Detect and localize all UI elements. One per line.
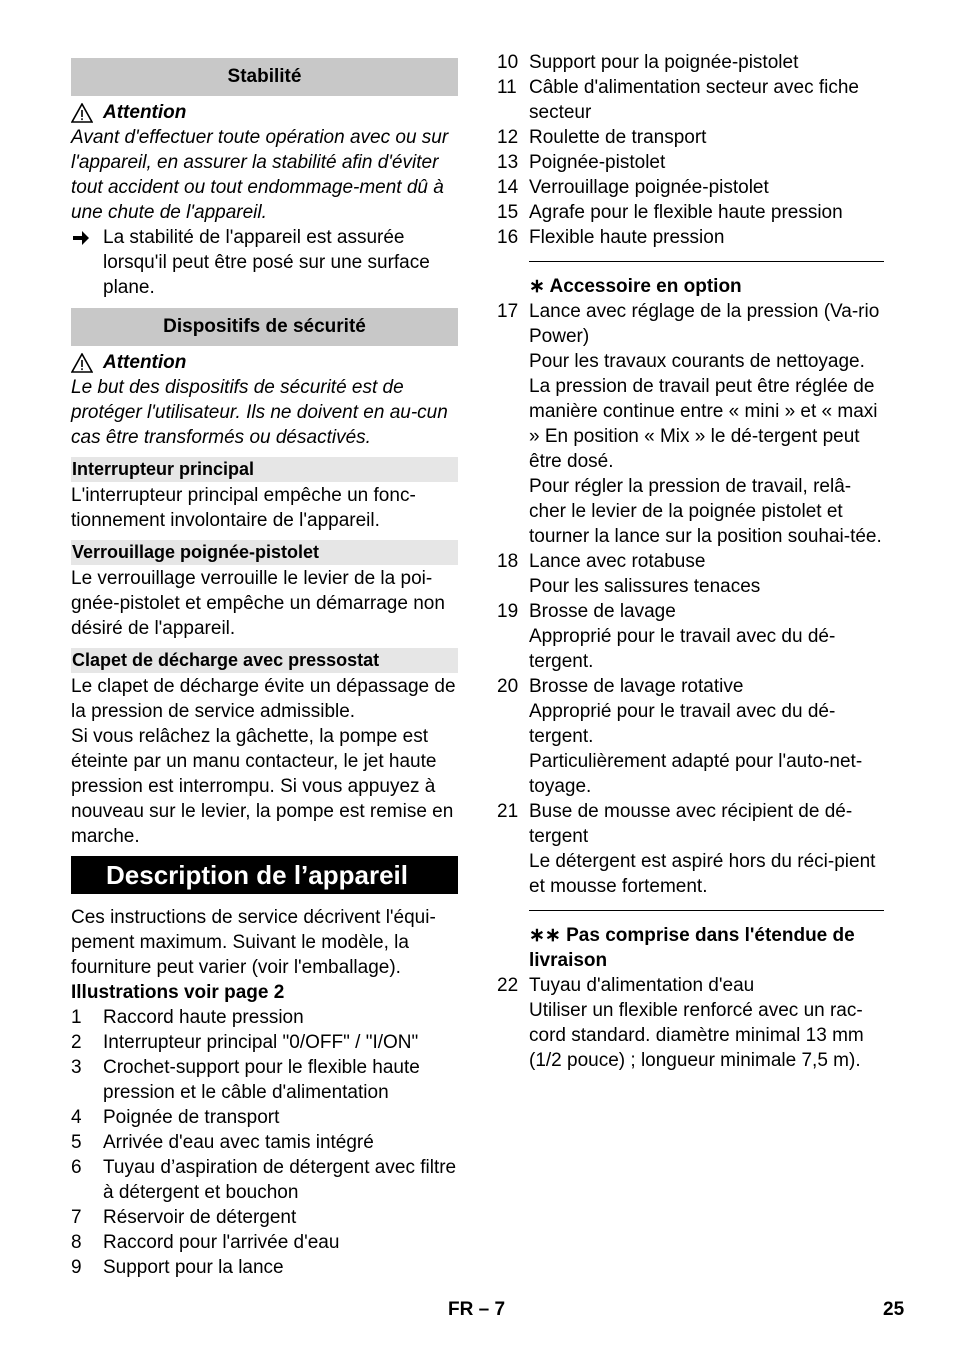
list-item xyxy=(497,973,884,1073)
list-item xyxy=(497,225,884,250)
parts-list-left xyxy=(71,1005,458,1280)
list-item xyxy=(71,1230,458,1255)
warning-triangle-icon xyxy=(71,103,93,123)
item-number: 11 xyxy=(497,77,517,98)
list-item xyxy=(497,549,884,599)
not-included-heading xyxy=(497,923,884,973)
item-number: 2 xyxy=(71,1032,82,1053)
item-number: 7 xyxy=(71,1207,82,1228)
item-number: 10 xyxy=(497,52,519,73)
item-text: Crochet-support pour le flexible haute pression et le câble d'alimentation xyxy=(103,1057,420,1103)
option-heading-text: Accessoire en option xyxy=(549,276,742,297)
item-number: 6 xyxy=(71,1157,82,1178)
right-column xyxy=(497,50,884,1073)
attention-label xyxy=(71,100,458,125)
item-number: 22 xyxy=(497,975,519,996)
item-number: 3 xyxy=(71,1057,82,1078)
item-text: Arrivée d'eau avec tamis intégré xyxy=(103,1132,374,1153)
divider xyxy=(529,910,884,911)
item-text: Lance avec réglage de la pression (Va-rio Power) xyxy=(529,301,880,347)
item-number: 18 xyxy=(497,551,519,572)
verrouillage-text: Le verrouillage verrouille le levier de la poi-gnée-pistolet et empêche un démarrage non désiré de l'appareil. xyxy=(71,568,445,639)
item-text: Flexible haute pression xyxy=(529,227,725,248)
item-text: Réservoir de détergent xyxy=(103,1207,297,1228)
list-item xyxy=(71,1130,458,1155)
list-item xyxy=(497,150,884,175)
list-item xyxy=(71,1155,458,1205)
divider xyxy=(529,261,884,262)
stability-note xyxy=(71,225,458,300)
item-text: Interrupteur principal "0/OFF" / "I/ON" xyxy=(103,1032,419,1053)
item-text: Tuyau d'alimentation d'eau xyxy=(529,975,755,996)
list-item xyxy=(497,125,884,150)
item-number: 19 xyxy=(497,601,519,622)
not-included-heading-text: Pas comprise dans l'étendue de livraison xyxy=(529,925,855,971)
item-description: Pour les salissures tenaces xyxy=(529,576,761,597)
item-description: Approprié pour le travail avec du dé-tergent. xyxy=(529,626,836,672)
item-text: Buse de mousse avec récipient de dé-tergent xyxy=(529,801,853,847)
item-number: 8 xyxy=(71,1232,82,1253)
item-description: Pour les travaux courants de nettoyage. La pression de travail peut être réglée de manière continue entre « mini » et « maxi » En position « Mix » le dé-tergent peut être dosé. xyxy=(529,351,878,472)
item-text: Brosse de lavage rotative xyxy=(529,676,744,697)
item-description: Pour régler la pression de travail, relâ-cher le levier de la poignée pistolet et tourner la lance sur la position souhai-tée. xyxy=(529,476,882,547)
item-number: 4 xyxy=(71,1107,82,1128)
item-number: 14 xyxy=(497,177,519,198)
list-item xyxy=(497,200,884,225)
item-text: Tuyau d’aspiration de détergent avec filtre à détergent et bouchon xyxy=(103,1157,457,1203)
item-text: Agrafe pour le flexible haute pression xyxy=(529,202,843,223)
stability-note-text: La stabilité de l'appareil est assurée lorsqu'il peut être posé sur une surface plane. xyxy=(103,227,430,298)
list-item xyxy=(71,1005,458,1030)
list-item xyxy=(71,1055,458,1105)
item-text: Verrouillage poignée-pistolet xyxy=(529,177,769,198)
attention-text: Attention xyxy=(103,352,187,373)
clapet-text-1: Le clapet de décharge évite un dépassage de la pression de service admissible. xyxy=(71,676,456,722)
item-number: 21 xyxy=(497,801,519,822)
item-description: Particulièrement adapté pour l'auto-net-toyage. xyxy=(529,751,863,797)
double-asterisk-icon: ∗∗ xyxy=(529,925,561,946)
item-text: Poignée de transport xyxy=(103,1107,280,1128)
chapter-heading-description: Description de l’appareil xyxy=(71,856,458,894)
list-item xyxy=(497,599,884,674)
list-item xyxy=(71,1255,458,1280)
list-item xyxy=(497,50,884,75)
subheading-clapet: Clapet de décharge avec pressostat xyxy=(71,648,458,673)
illustrations-note: Illustrations voir page 2 xyxy=(71,982,285,1003)
item-number: 13 xyxy=(497,152,519,173)
subheading-interrupteur: Interrupteur principal xyxy=(71,457,458,482)
option-heading xyxy=(497,274,884,299)
list-item xyxy=(497,299,884,549)
list-item xyxy=(71,1105,458,1130)
item-number: 20 xyxy=(497,676,519,697)
list-item xyxy=(497,674,884,799)
stability-warning-text: Avant d'effectuer toute opération avec ou sur l'appareil, en assurer la stabilité afin d'éviter tout accident ou tout endommage-ment dû à une chute de l'appareil. xyxy=(71,127,449,223)
item-number: 16 xyxy=(497,227,519,248)
item-text: Poignée-pistolet xyxy=(529,152,666,173)
item-text: Support pour la poignée-pistolet xyxy=(529,52,799,73)
item-number: 17 xyxy=(497,301,519,322)
left-column xyxy=(71,50,458,1280)
list-item xyxy=(71,1030,458,1055)
clapet-text-2: Si vous relâchez la gâchette, la pompe est éteinte par un manu contacteur, le jet haute pression est interrompu. Si vous appuyez à nouveau sur le levier, la pompe est remise en marche. xyxy=(71,726,454,847)
section-heading-stabilite: Stabilité xyxy=(71,58,458,96)
item-number: 15 xyxy=(497,202,519,223)
item-text: Roulette de transport xyxy=(529,127,707,148)
item-text: Lance avec rotabuse xyxy=(529,551,706,572)
item-text: Câble d'alimentation secteur avec fiche secteur xyxy=(529,77,859,123)
arrow-right-icon xyxy=(71,225,103,300)
page-number: 25 xyxy=(883,1299,905,1320)
list-item xyxy=(497,799,884,899)
attention-label xyxy=(71,350,458,375)
item-number: 1 xyxy=(71,1007,82,1028)
interrupteur-text: L'interrupteur principal empêche un fonc-tionnement involontaire de l'appareil. xyxy=(71,485,416,531)
item-number: 12 xyxy=(497,127,519,148)
item-text: Support pour la lance xyxy=(103,1257,284,1278)
item-description: Utiliser un flexible renforcé avec un rac-cord standard. diamètre minimal 13 mm (1/2 pouce) ; longueur minimale 7,5 m). xyxy=(529,1000,864,1071)
item-text: Brosse de lavage xyxy=(529,601,676,622)
item-text: Raccord pour l'arrivée d'eau xyxy=(103,1232,340,1253)
list-item xyxy=(497,75,884,125)
security-warning-text: Le but des dispositifs de sécurité est de protéger l'utilisateur. Ils ne doivent en au-cun cas être transformés ou désactivés. xyxy=(71,377,448,448)
warning-triangle-icon xyxy=(71,353,93,373)
item-number: 9 xyxy=(71,1257,82,1278)
parts-list-right xyxy=(497,50,884,250)
footer-section-label: FR – 7 xyxy=(448,1299,506,1320)
item-text: Raccord haute pression xyxy=(103,1007,304,1028)
item-number: 5 xyxy=(71,1132,82,1153)
item-description: Le détergent est aspiré hors du réci-pient et mousse fortement. xyxy=(529,851,876,897)
description-intro: Ces instructions de service décrivent l'équi-pement maximum. Suivant le modèle, la fourniture peut varier (voir l'emballage). xyxy=(71,907,436,978)
item-description: Approprié pour le travail avec du dé-tergent. xyxy=(529,701,836,747)
asterisk-icon: ∗ xyxy=(529,276,545,297)
list-item xyxy=(497,175,884,200)
attention-text: Attention xyxy=(103,102,187,123)
section-heading-securite: Dispositifs de sécurité xyxy=(71,308,458,346)
subheading-verrouillage: Verrouillage poignée-pistolet xyxy=(71,540,458,565)
list-item xyxy=(71,1205,458,1230)
